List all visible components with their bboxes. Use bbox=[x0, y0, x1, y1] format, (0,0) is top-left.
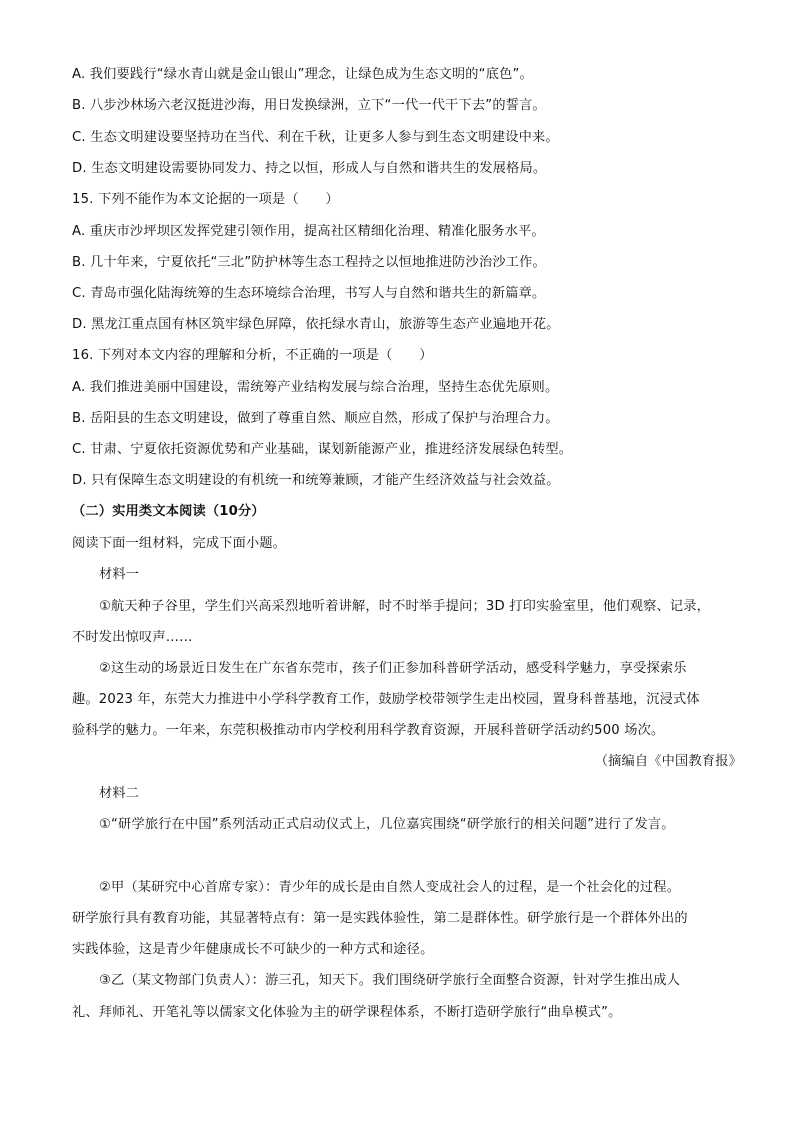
material1-heading: 材料一 bbox=[99, 567, 140, 582]
q14-option-b: B. 八步沙林场六老汉挺进沙海，用日发换绿洲，立下“一代一代干下去”的誓言。 bbox=[72, 98, 546, 113]
material1-p1-line1: ①航天种子谷里，学生们兴高采烈地听着讲解，时不时举手提问；3D 打印实验室里，他们观察、记录， bbox=[99, 599, 711, 614]
material1-p2-line3: 验科学的魅力。一年来，东莞积极推动市内学校利用科学教育资源，开展科普研学活动约500 场次。 bbox=[72, 723, 665, 738]
q15-option-d: D. 黑龙江重点国有林区筑牢绿色屏障，依托绿水青山，旅游等生态产业遍地开花。 bbox=[72, 317, 560, 332]
material1-p2-line1: ②这生动的场景近日发生在广东省东莞市，孩子们正参加科普研学活动，感受科学魅力，享受探索乐 bbox=[99, 661, 687, 676]
section-instruction: 阅读下面一组材料，完成下面小题。 bbox=[72, 536, 287, 551]
material2-p1: ①“研学旅行在中国”系列活动正式启动仪式上，几位嘉宾围绕“研学旅行的相关问题”进行了发言。 bbox=[99, 817, 675, 832]
q16-stem: 16. 下列对本文内容的理解和分析，不正确的一项是（ ） bbox=[72, 348, 433, 363]
material2-p2-line1: ②甲（某研究中心首席专家）：青少年的成长是由自然人变成社会人的过程，是一个社会化的过程。 bbox=[99, 880, 681, 895]
q16-option-c: C. 甘肃、宁夏依托资源优势和产业基础，谋划新能源产业，推进经济发展绿色转型。 bbox=[72, 442, 573, 457]
q16-option-a: A. 我们推进美丽中国建设，需统筹产业结构发展与综合治理，坚持生态优先原则。 bbox=[72, 380, 559, 395]
material2-p2-line3: 实践体验，这是青少年健康成长不可缺少的一种方式和途径。 bbox=[72, 942, 434, 957]
q15-option-b: B. 几十年来，宁夏依托“三北”防护林等生态工程持之以恒地推进防沙治沙工作。 bbox=[72, 255, 546, 270]
section-title: （二）实用类文本阅读（10分） bbox=[72, 504, 265, 519]
q15-stem: 15. 下列不能作为本文论据的一项是（ ） bbox=[72, 192, 339, 207]
q14-option-c: C. 生态文明建设要坚持功在当代、利在千秋，让更多人参与到生态文明建设中来。 bbox=[72, 130, 559, 145]
material2-heading: 材料二 bbox=[99, 786, 140, 801]
material2-p2-line2: 研学旅行具有教育功能，其显著特点有：第一是实践体验性，第二是群体性。研学旅行是一个群体外出的 bbox=[72, 911, 688, 926]
material1-p2-line2: 趣。2023 年，东莞大力推进中小学科学教育工作，鼓励学校带领学生走出校园，置身科普基地，沉浸式体 bbox=[72, 692, 700, 707]
q14-option-d: D. 生态文明建设需要协同发力、持之以恒，形成人与自然和谐共生的发展格局。 bbox=[72, 161, 547, 176]
q14-option-a: A. 我们要践行“绿水青山就是金山银山”理念，让绿色成为生态文明的“底色”。 bbox=[72, 67, 533, 82]
material2-p3-line1: ③乙（某文物部门负责人）：游三孔，知天下。我们围绕研学旅行全面整合资源，针对学生推出成人 bbox=[99, 973, 681, 988]
q16-option-b: B. 岳阳县的生态文明建设，做到了尊重自然、顺应自然，形成了保护与治理合力。 bbox=[72, 411, 559, 426]
material1-p1-line2: 不时发出惊叹声…… bbox=[72, 630, 193, 645]
material1-source: （摘编自《中国教育报》 bbox=[594, 754, 742, 769]
q16-option-d: D. 只有保障生态文明建设的有机统一和统筹兼顾，才能产生经济效益与社会效益。 bbox=[72, 473, 560, 488]
material2-p3-line2: 礼、拜师礼、开笔礼等以儒家文化体验为主的研学课程体系，不断打造研学旅行“曲阜模式”。 bbox=[72, 1005, 622, 1020]
q15-option-a: A. 重庆市沙坪坝区发挥党建引领作用，提高社区精细化治理、精准化服务水平。 bbox=[72, 224, 545, 239]
q15-option-c: C. 青岛市强化陆海统筹的生态环境综合治理，书写人与自然和谐共生的新篇章。 bbox=[72, 286, 546, 301]
